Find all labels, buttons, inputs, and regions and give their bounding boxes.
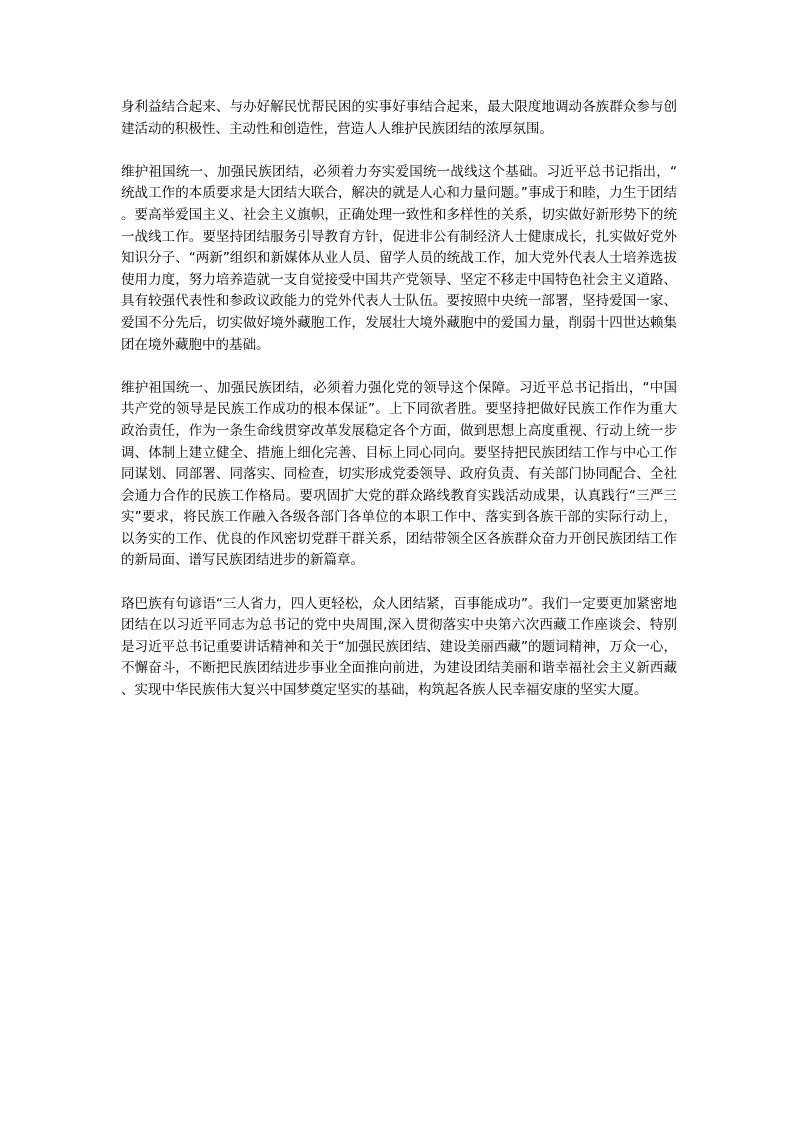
- paragraph-2: 维护祖国统一、加强民族团结，必须着力夯实爱国统一战线这个基础。习近平总书记指出，“统战工作的本质要求是大团结大联合，解决的就是人心和力量问题。”事成于和睦，力生于团结。要高举爱国主义、社会主义旗帜，正确处理一致性和多样性的关系，切实做好新形势下的统一战线工作。要坚持团结服务引导教育方针，促进非公有制经济人士健康成长，扎实做好党外知识分子、“两新”组织和新媒体从业人员、留学人员的统战工作，加大党外代表人士培养选拔使用力度，努力培养造就一支自觉接受中国共产党领导、坚定不移走中国特色社会主义道路、具有较强代表性和参政议政能力的党外代表人士队伍。要按照中央统一部署，坚持爱国一家、爱国不分先后，切实做好境外藏胞工作，发展壮大境外藏胞中的爱国力量，削弱十四世达赖集团在境外藏胞中的基础。: [121, 163, 677, 353]
- document-body: [121, 97, 677, 723]
- paragraph-4: 珞巴族有句谚语“三人省力，四人更轻松，众人团结紧，百事能成功”。我们一定要更加紧密地团结在以习近平同志为总书记的党中央周围,深入贯彻落实中央第六次西藏工作座谈会、特别是习近平总书记重要讲话精神和关于“加强民族团结、建设美丽西藏”的题词精神，万众一心，不懈奋斗，不断把民族团结进步事业全面推向前进，为建设团结美丽和谐幸福社会主义新西藏、实现中华民族伟大复兴中国梦奠定坚实的基础，构筑起各族人民幸福安康的坚实大厦。: [121, 595, 677, 699]
- paragraph-1: 身利益结合起来、与办好解民忧帮民困的实事好事结合起来，最大限度地调动各族群众参与创建活动的积极性、主动性和创造性，营造人人维护民族团结的浓厚氛围。: [121, 99, 677, 137]
- paragraph-3: 维护祖国统一、加强民族团结，必须着力强化党的领导这个保障。习近平总书记指出，“中国共产党的领导是民族工作成功的根本保证”。上下同欲者胜。要坚持把做好民族工作作为重大政治责任，作为一条生命线贯穿改革发展稳定各个方面，做到思想上高度重视、行动上统一步调、体制上建立健全、措施上细化完善、目标上同心同向。要坚持把民族团结工作与中心工作同谋划、同部署、同落实、同检查，切实形成党委领导、政府负责、有关部门协同配合、全社会通力合作的民族工作格局。要巩固扩大党的群众路线教育实践活动成果，认真践行“三严三实”要求，将民族工作融入各级各部门各单位的本职工作中、落实到各族干部的实际行动上，以务实的工作、优良的作风密切党群干群关系，团结带领全区各族群众奋力开创民族团结工作的新局面、谱写民族团结进步的新篇章。: [121, 379, 677, 569]
